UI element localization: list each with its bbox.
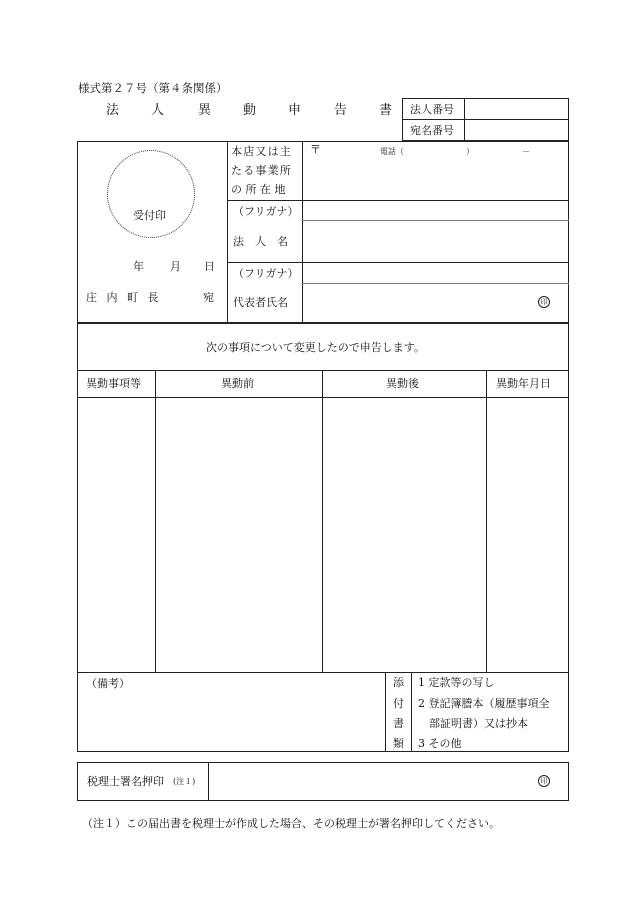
title-char: 告 — [334, 103, 348, 118]
corp-name-label: 法 人 名 — [233, 235, 288, 248]
address-field[interactable] — [304, 160, 567, 198]
title-char: 異 — [198, 103, 212, 118]
attachments-label-char: 付 — [393, 697, 404, 710]
title-char: 人 — [151, 103, 165, 118]
phone-label: 電話（ — [380, 147, 404, 156]
representative-furigana-label: （フリガナ） — [233, 267, 299, 280]
tax-accountant-signature-field[interactable] — [210, 764, 530, 799]
postal-mark: 〒 — [310, 143, 321, 156]
corp-number-label: 法人番号 — [410, 103, 454, 116]
title-char: 法 — [106, 103, 120, 118]
title-char: 申 — [288, 103, 302, 118]
representative-label: 代表者氏名 — [233, 296, 288, 309]
phone-close: ） — [466, 147, 474, 156]
address-label-line2: たる事業所 — [231, 164, 292, 177]
change-date-cell[interactable] — [488, 399, 567, 670]
attachment-item: 2 登記簿謄本（履歴事項全 — [418, 697, 550, 710]
tax-accountant-seal-mark: 印 — [538, 775, 550, 787]
tax-accountant-note-ref: (注１) — [173, 777, 196, 786]
corp-number-field[interactable] — [466, 100, 567, 118]
tax-accountant-label: 税理士署名押印 — [87, 775, 164, 788]
change-item-cell[interactable] — [79, 399, 153, 670]
attachments-label-char: 書 — [393, 717, 404, 730]
representative-furigana-field[interactable] — [304, 264, 567, 282]
address-label-line3: の 所 在 地 — [231, 183, 286, 196]
corp-name-field[interactable] — [304, 222, 567, 260]
representative-seal-mark: 印 — [538, 296, 550, 308]
attachment-item: 部証明書）又は抄本 — [418, 717, 528, 730]
footnote: （注１）この届出書を税理士が作成した場合、その税理士が署名押印してください。 — [82, 817, 500, 830]
addressee: 庄 内 町 長 — [86, 291, 159, 304]
address-label-line1: 本店又は主 — [231, 145, 292, 158]
reception-stamp-circle — [107, 150, 195, 238]
header-after: 異動後 — [386, 377, 419, 390]
attachment-item: 3 その他 — [418, 737, 462, 750]
after-cell[interactable] — [324, 399, 484, 670]
attachments-label-char: 添 — [393, 676, 404, 689]
attachment-item: 1 定款等の写し — [418, 676, 495, 689]
date-month-label: 月 — [170, 260, 181, 273]
header-change-date: 異動年月日 — [496, 377, 551, 390]
remarks-label: （備考） — [86, 677, 130, 690]
addressee-suffix: 宛 — [203, 291, 214, 304]
date-year-label: 年 — [133, 260, 144, 273]
before-cell[interactable] — [157, 399, 320, 670]
header-change-item: 異動事項等 — [86, 377, 141, 390]
attachments-label-char: 類 — [393, 737, 404, 750]
remarks-field[interactable] — [79, 694, 383, 750]
title-char: 書 — [379, 103, 393, 118]
corp-name-furigana-field[interactable] — [304, 202, 567, 219]
phone-dash: － — [522, 147, 530, 156]
notice-text: 次の事項について変更したので申告します。 — [206, 341, 425, 354]
recipient-number-label: 宛名番号 — [410, 124, 454, 137]
title-char: 動 — [243, 103, 257, 118]
form-number: 様式第２７号（第４条関係） — [78, 81, 228, 95]
header-before: 異動前 — [221, 377, 254, 390]
reception-stamp-label: 受付印 — [133, 209, 166, 222]
corp-name-furigana-label: （フリガナ） — [233, 205, 299, 218]
date-day-label: 日 — [204, 260, 215, 273]
representative-name-field[interactable] — [304, 285, 534, 321]
recipient-number-field[interactable] — [466, 121, 567, 139]
